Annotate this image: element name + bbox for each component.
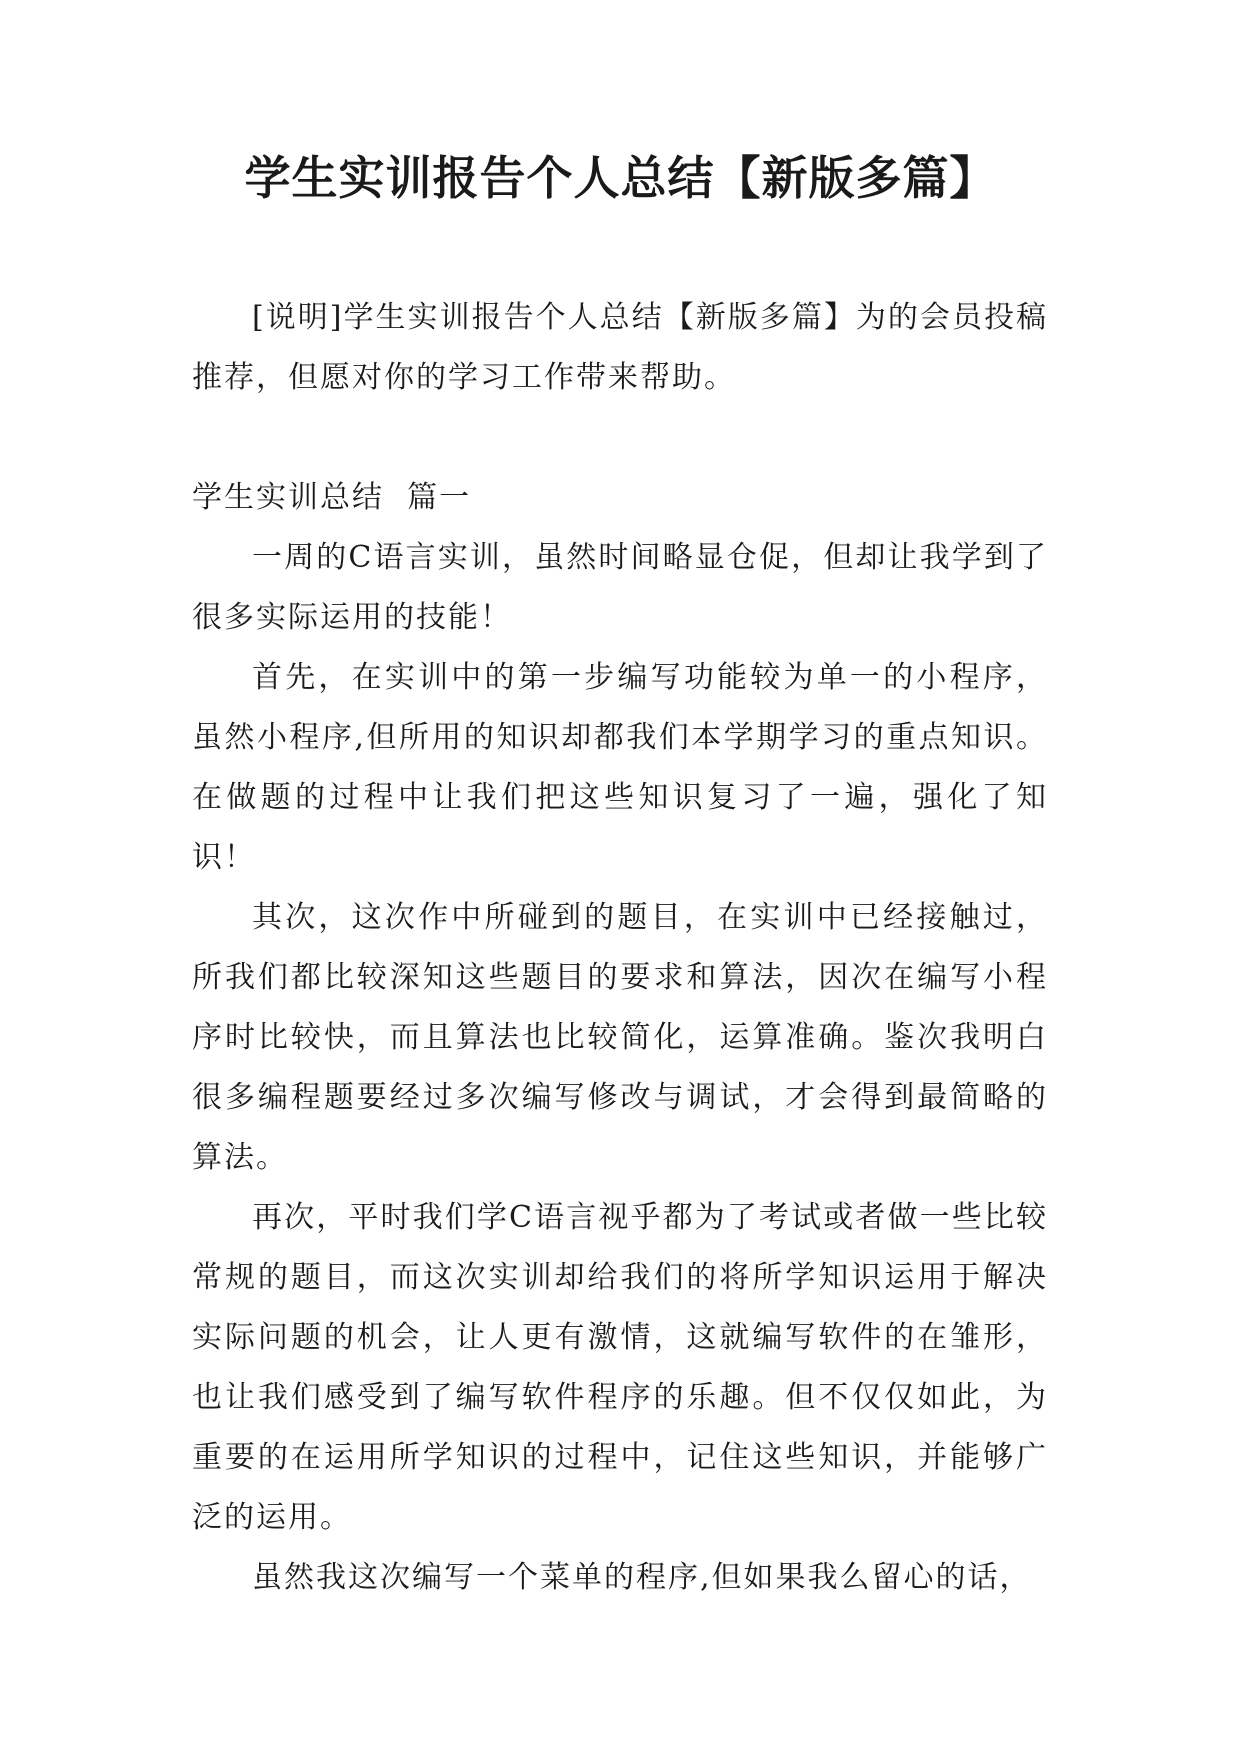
section-heading: 学生实训总结 篇一 — [192, 480, 472, 515]
body-paragraph: 首先，在实训中的第一步编写功能较为单一的小程序，虽然小程序,但所用的知识却都我们本学期学习的重点知识。在做题的过程中让我们把这些知识复习了一遍，强化了知识！ — [192, 660, 1048, 875]
document-title: 学生实训报告个人总结【新版多篇】 — [244, 151, 997, 205]
spacer — [192, 408, 1048, 468]
body-paragraph: 一周的C语言实训，虽然时间略显仓促，但却让我学到了很多实际运用的技能！ — [192, 540, 1048, 635]
body-paragraph: 再次，平时我们学C语言视乎都为了考试或者做一些比较常规的题目，而这次实训却给我们的将所学知识运用于解决实际问题的机会，让人更有激情，这就编写软件的在雏形，也让我们感受到了编写软件程序的乐趣。但不仅仅如此，为重要的在运用所学知识的过程中，记住这些知识，并能够广泛的运用。 — [192, 1200, 1048, 1535]
document-body — [192, 288, 1048, 1608]
intro-paragraph: [说明]学生实训报告个人总结【新版多篇】为的会员投稿推荐，但愿对你的学习工作带来帮助。 — [192, 300, 1048, 395]
body-paragraph: 虽然我这次编写一个菜单的程序,但如果我么留心的话， — [252, 1560, 1032, 1595]
body-paragraph: 其次，这次作中所碰到的题目，在实训中已经接触过，所我们都比较深知这些题目的要求和算法，因次在编写小程序时比较快，而且算法也比较简化，运算准确。鉴次我明白很多编程题要经过多次编写修改与调试，才会得到最简略的算法。 — [192, 900, 1048, 1175]
